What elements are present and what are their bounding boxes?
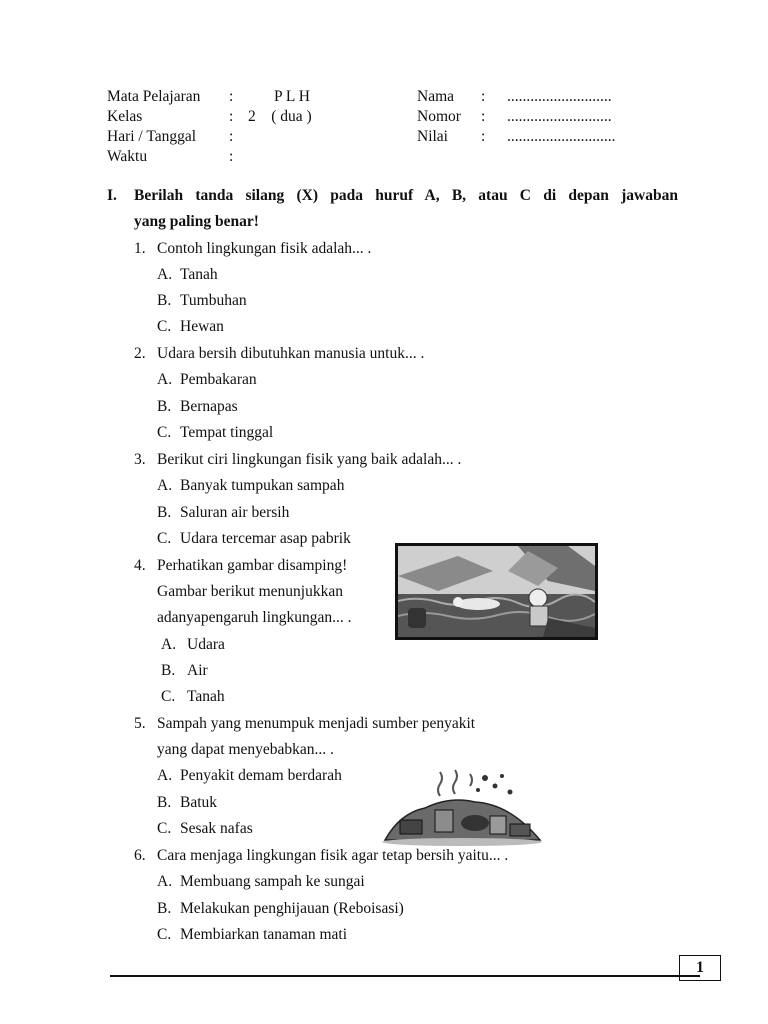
option-c: Sesak nafas	[180, 820, 253, 837]
option-letter-b: B.	[157, 398, 172, 415]
option-letter-c: C.	[157, 820, 172, 837]
label-hari-tanggal: Hari / Tanggal	[107, 128, 197, 145]
colon: :	[229, 148, 234, 165]
option-letter-c: C.	[157, 530, 172, 547]
section-instruction-line1: Berilah tanda silang (X) pada huruf A, B, atau C di depan jawaban	[134, 187, 678, 204]
option-c: Udara tercemar asap pabrik	[180, 530, 351, 547]
label-nilai: Nilai	[417, 128, 448, 145]
question-text-line1: Perhatikan gambar disamping!	[157, 557, 348, 574]
option-letter-c: C.	[157, 926, 172, 943]
option-letter-b: B.	[157, 900, 172, 917]
option-letter-b: B.	[157, 504, 172, 521]
option-letter-a: A.	[157, 266, 173, 283]
value-kelas: 2 ( dua )	[248, 108, 312, 125]
label-nama: Nama	[417, 88, 455, 105]
label-nomor: Nomor	[417, 108, 461, 125]
question-text-line3: adanyapengaruh lingkungan... .	[157, 609, 352, 626]
option-a: Membuang sampah ke sungai	[180, 873, 365, 890]
colon: :	[481, 128, 486, 145]
question-text: Contoh lingkungan fisik adalah... .	[157, 240, 372, 257]
page-number: 1	[679, 955, 721, 981]
question-text: Cara menjaga lingkungan fisik agar tetap bersih yaitu... .	[157, 847, 509, 864]
colon: :	[229, 108, 234, 125]
flood-illustration	[395, 543, 598, 640]
question-number: 2.	[134, 345, 146, 362]
footer-rule	[110, 975, 700, 977]
option-letter-b: B.	[161, 662, 176, 679]
option-letter-b: B.	[157, 794, 172, 811]
colon: :	[481, 108, 486, 125]
question-text-line1: Sampah yang menumpuk menjadi sumber penyakit	[157, 715, 476, 732]
option-b: Tumbuhan	[180, 292, 247, 309]
field-nilai: ............................	[507, 128, 616, 145]
question-number: 1.	[134, 240, 146, 257]
option-a: Udara	[187, 636, 225, 653]
section-instruction-line2: yang paling benar!	[134, 213, 259, 230]
option-c: Tempat tinggal	[180, 424, 274, 441]
option-letter-a: A.	[157, 767, 173, 784]
colon: :	[229, 88, 234, 105]
label-mata-pelajaran: Mata Pelajaran	[107, 88, 201, 105]
option-b: Air	[187, 662, 208, 679]
option-a: Banyak tumpukan sampah	[180, 477, 345, 494]
option-b: Saluran air bersih	[180, 504, 290, 521]
field-nama: ...........................	[507, 88, 612, 105]
option-letter-c: C.	[157, 424, 172, 441]
option-b: Bernapas	[180, 398, 238, 415]
option-a: Pembakaran	[180, 371, 257, 388]
option-a: Penyakit demam berdarah	[180, 767, 342, 784]
option-c: Hewan	[180, 318, 224, 335]
question-number: 4.	[134, 557, 146, 574]
option-letter-b: B.	[157, 292, 172, 309]
question-text-line2: Gambar berikut menunjukkan	[157, 583, 343, 600]
option-a: Tanah	[180, 266, 218, 283]
colon: :	[229, 128, 234, 145]
question-number: 6.	[134, 847, 146, 864]
question-text: Udara bersih dibutuhkan manusia untuk... .	[157, 345, 425, 362]
question-number: 5.	[134, 715, 146, 732]
section-numeral: I.	[107, 187, 117, 204]
field-nomor: ...........................	[507, 108, 612, 125]
garbage-pile-illustration	[380, 768, 545, 846]
label-waktu: Waktu	[107, 148, 148, 165]
option-b: Melakukan penghijauan (Reboisasi)	[180, 900, 404, 917]
option-letter-a: A.	[157, 477, 173, 494]
option-c: Tanah	[187, 688, 225, 705]
question-text: Berikut ciri lingkungan fisik yang baik adalah... .	[157, 451, 462, 468]
colon: :	[481, 88, 486, 105]
value-mata-pelajaran: P L H	[274, 88, 310, 105]
option-c: Membiarkan tanaman mati	[180, 926, 347, 943]
option-letter-a: A.	[157, 873, 173, 890]
label-kelas: Kelas	[107, 108, 143, 125]
option-letter-a: A.	[161, 636, 177, 653]
option-b: Batuk	[180, 794, 218, 811]
question-text-line2: yang dapat menyebabkan... .	[157, 741, 334, 758]
option-letter-a: A.	[157, 371, 173, 388]
question-number: 3.	[134, 451, 146, 468]
option-letter-c: C.	[161, 688, 176, 705]
option-letter-c: C.	[157, 318, 172, 335]
